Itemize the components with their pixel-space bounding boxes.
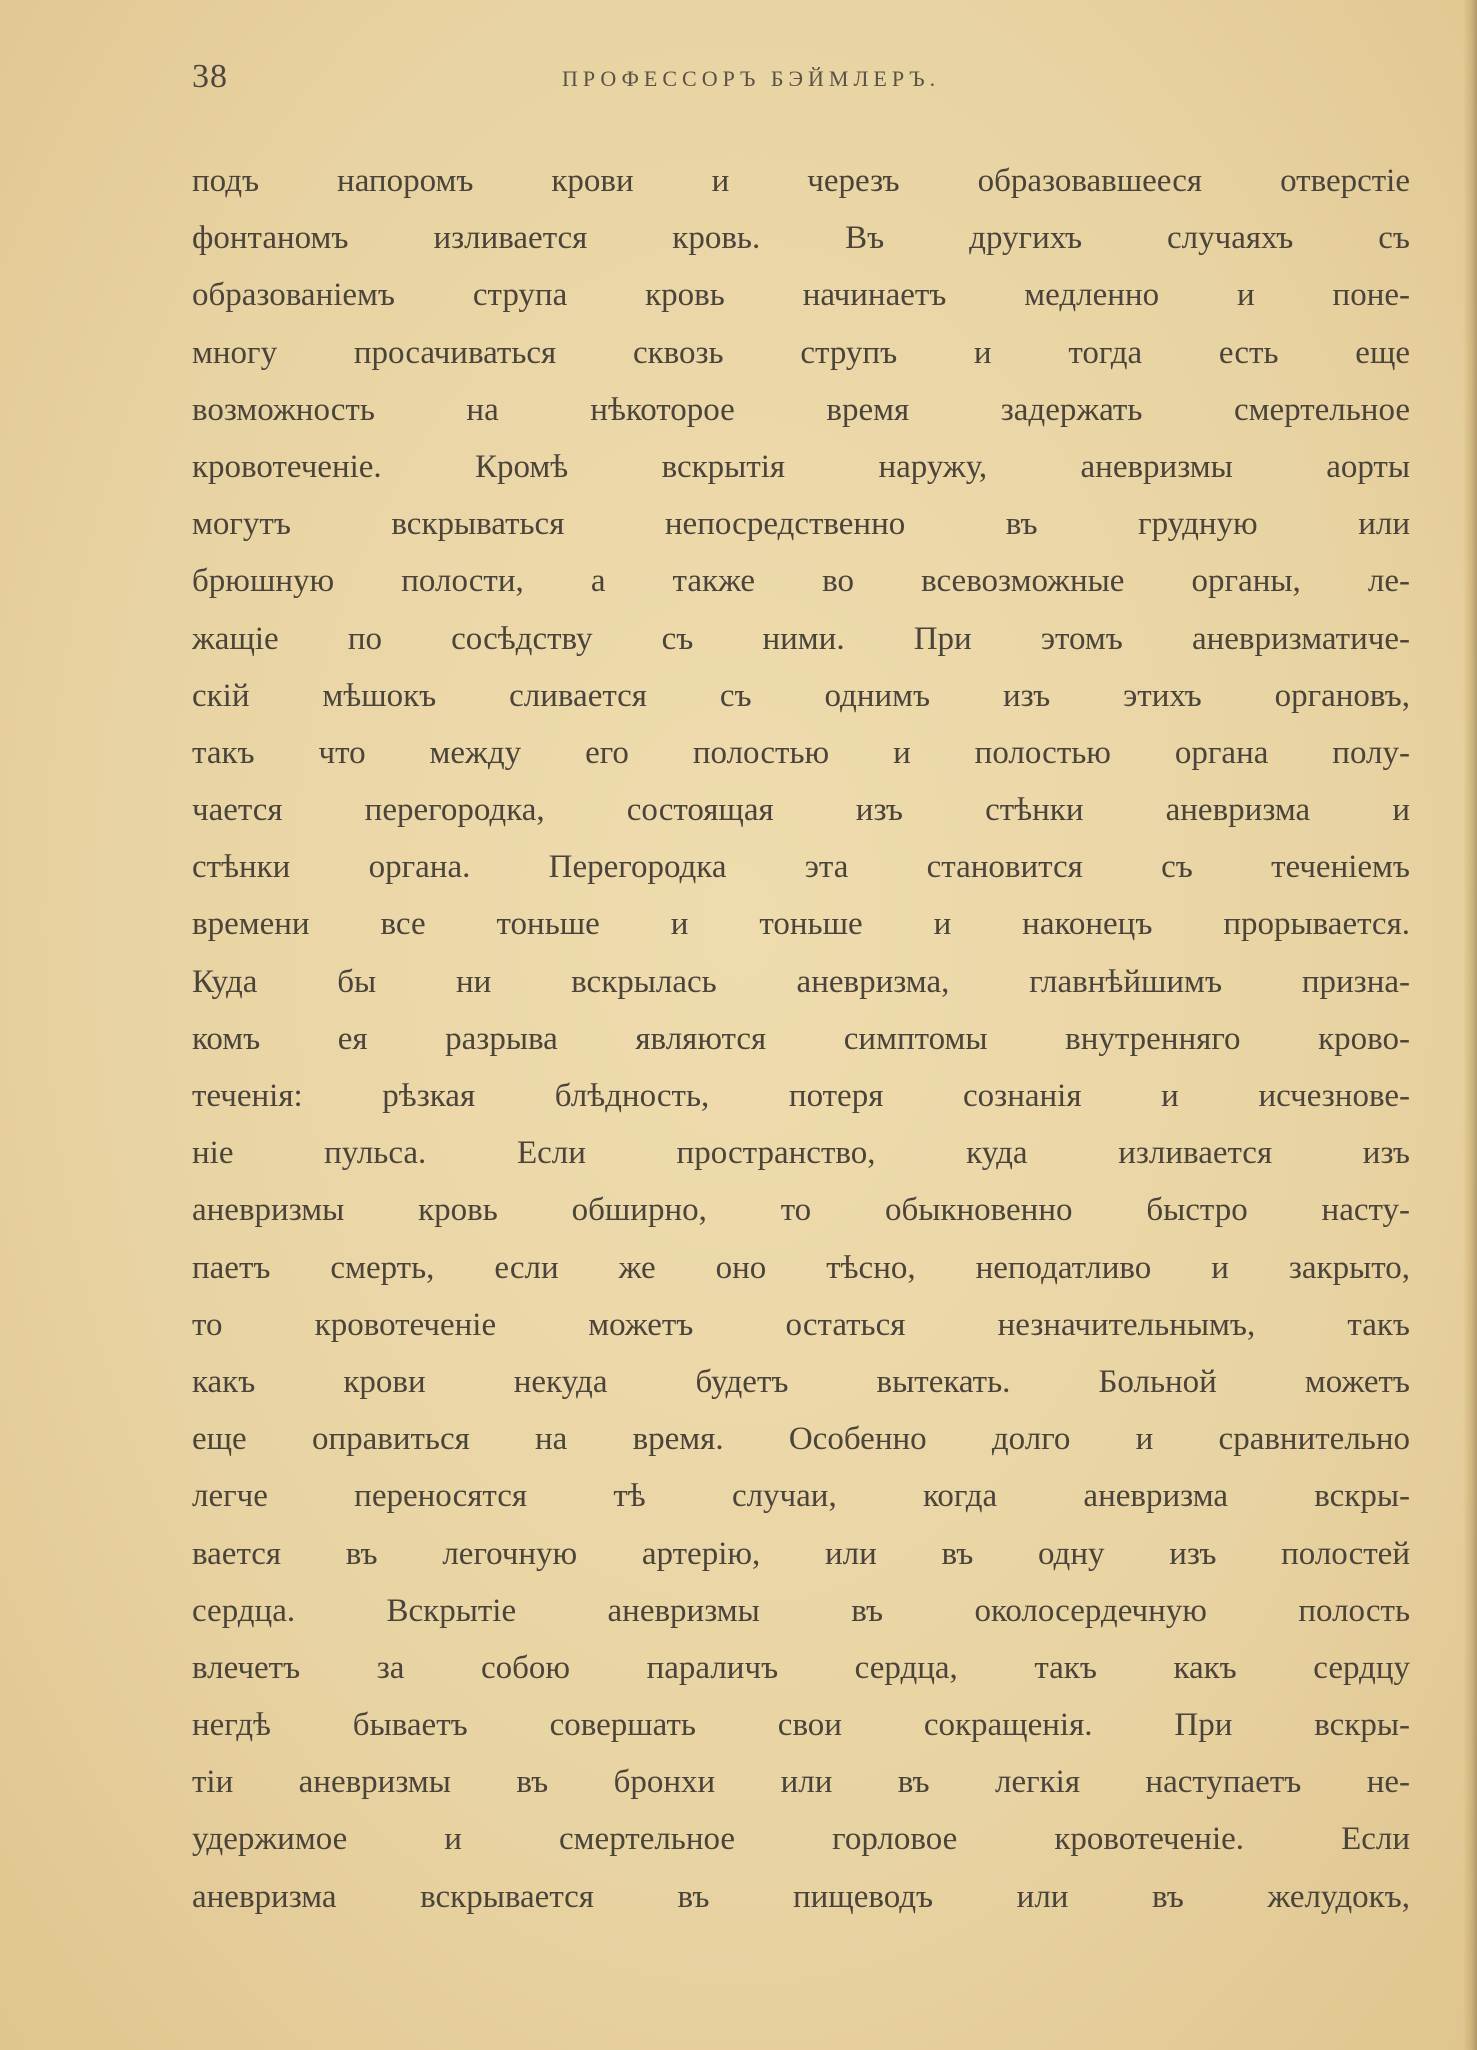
text-line: такъ что между его полостью и полостью органа полу- — [192, 734, 1410, 771]
text-line: образованіемъ струпа кровь начинаетъ медленно и поне- — [192, 277, 1410, 314]
text-line: ніе пульса. Если пространство, куда изливается изъ — [192, 1135, 1410, 1172]
text-line: подъ напоромъ крови и черезъ образовавшееся отверстіе — [192, 163, 1410, 199]
text-line: возможность на нѣкоторое время задержать смертельное — [192, 391, 1410, 428]
text-line: паетъ смерть, если же оно тѣсно, неподатливо и закрыто, — [192, 1249, 1410, 1286]
text-line: кровотеченіе. Кромѣ вскрытія наружу, аневризмы аорты — [192, 448, 1410, 485]
text-line: негдѣ бываетъ совершать свои сокращенія. При вскры- — [192, 1707, 1410, 1744]
page-header — [192, 58, 1410, 108]
running-title: ПРОФЕССОРЪ БЭЙМЛЕРЪ. — [562, 66, 941, 91]
text-line: сердца. Вскрытіе аневризмы въ околосердечную полость — [192, 1592, 1410, 1629]
text-line: тіи аневризмы въ бронхи или въ легкія наступаетъ не- — [192, 1764, 1410, 1801]
text-line: многу просачиваться сквозь струпъ и тогда есть еще — [192, 334, 1410, 371]
text-line: вается въ легочную артерію, или въ одну изъ полостей — [192, 1535, 1410, 1572]
text-line: скій мѣшокъ сливается съ однимъ изъ этихъ органовъ, — [192, 677, 1410, 714]
text-line: стѣнки органа. Перегородка эта становится съ теченіемъ — [192, 849, 1410, 886]
text-line: влечетъ за собою параличъ сердца, такъ какъ сердцу — [192, 1649, 1410, 1686]
text-line: жащіе по сосѣдству съ ними. При этомъ аневризматиче- — [192, 620, 1410, 657]
body-text — [192, 153, 1410, 1926]
text-line: Куда бы ни вскрылась аневризма, главнѣйшимъ призна- — [192, 963, 1410, 1000]
page-number: 38 — [192, 58, 228, 95]
text-line: чается перегородка, состоящая изъ стѣнки аневризма и — [192, 792, 1410, 829]
text-line: аневризма вскрывается въ пищеводъ или въ желудокъ, — [192, 1878, 1410, 1915]
text-line: какъ крови некуда будетъ вытекать. Больной можетъ — [192, 1363, 1410, 1400]
text-line: фонтаномъ изливается кровь. Въ другихъ случаяхъ съ — [192, 220, 1410, 257]
text-line: комъ ея разрыва являются симптомы внутренняго крово- — [192, 1020, 1410, 1057]
text-line: могутъ вскрываться непосредственно въ грудную или — [192, 506, 1410, 543]
text-line: то кровотеченіе можетъ остаться незначительнымъ, такъ — [192, 1306, 1410, 1343]
text-line: удержимое и смертельное горловое кровотеченіе. Если — [192, 1821, 1410, 1858]
text-line: времени все тоньше и тоньше и наконецъ прорывается. — [192, 906, 1410, 943]
page-edge-shadow — [1463, 0, 1477, 2050]
text-line: аневризмы кровь обширно, то обыкновенно быстро насту- — [192, 1192, 1410, 1229]
text-line: легче переносятся тѣ случаи, когда аневризма вскры- — [192, 1478, 1410, 1515]
text-line: теченія: рѣзкая блѣдность, потеря сознанія и исчезнове- — [192, 1078, 1410, 1114]
text-line: еще оправиться на время. Особенно долго и сравнительно — [192, 1421, 1410, 1458]
text-line: брюшную полости, а также во всевозможные органы, ле- — [192, 563, 1410, 600]
